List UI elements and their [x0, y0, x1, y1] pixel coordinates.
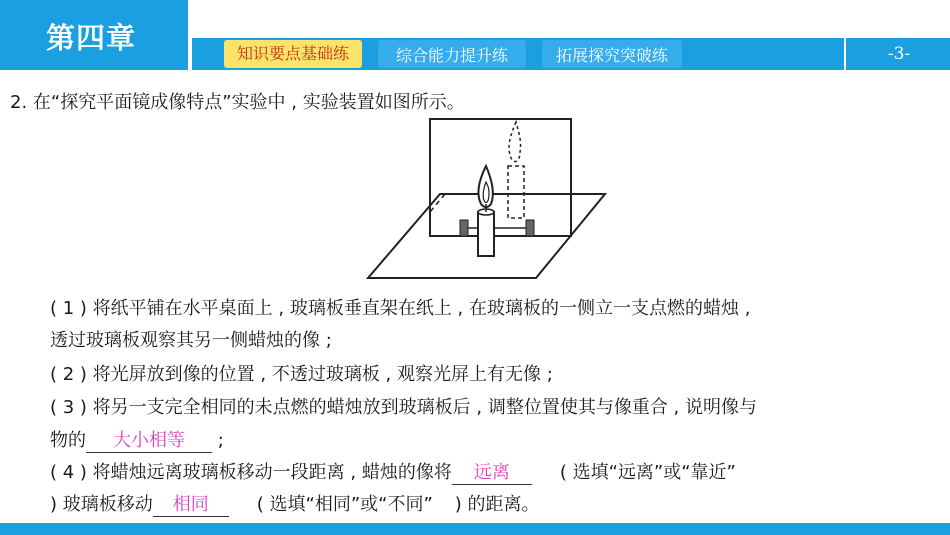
step4-answer2-blank: 相同: [153, 490, 229, 517]
question-intro: 2. 在“探究平面镜成像特点”实验中 , 实验装置如图所示。: [10, 92, 465, 113]
step3-answer-blank: 大小相等: [86, 426, 212, 453]
glass-plate: [430, 119, 571, 236]
step4-answer1-blank: 远离: [452, 458, 532, 485]
chapter-header: [0, 0, 188, 70]
step1-line2: 透过玻璃板观察其另一侧蜡烛的像 ;: [50, 330, 332, 351]
step4-line2-pre: ) 玻璃板移动: [50, 494, 153, 515]
step4-line1: [50, 458, 736, 485]
step4-hint2: ( 选填“相同”或“不同”: [256, 494, 433, 515]
step4-line2-post: ) 的距离。: [454, 494, 540, 515]
step3-pre: 物的: [50, 430, 86, 451]
chapter-title: 第四章: [46, 21, 137, 55]
image-flame: [509, 122, 521, 162]
candle-flame: [479, 166, 493, 207]
mirror-experiment-diagram: [360, 116, 610, 284]
real-candle: [478, 212, 494, 256]
step4-pre: ( 4 ) 将蜡烛远离玻璃板移动一段距离 , 蜡烛的像将: [50, 462, 452, 483]
step4-line2: [50, 490, 540, 517]
step3-post: ;: [212, 430, 224, 451]
step3-line1: ( 3 ) 将另一支完全相同的未点燃的蜡烛放到玻璃板后 , 调整位置使其与像重合 , 说明像与: [50, 397, 757, 418]
tab-ability-improve[interactable]: 综合能力提升练: [378, 40, 526, 68]
step3-line2: [50, 426, 224, 453]
bottom-bar: [0, 523, 950, 535]
step4-hint1: ( 选填“远离”或“靠近”: [559, 462, 736, 483]
tab-extended-explore[interactable]: 拓展探究突破练: [542, 40, 682, 68]
step1-line1: ( 1 ) 将纸平铺在水平桌面上 , 玻璃板垂直架在纸上 , 在玻璃板的一侧立一支点燃的蜡烛 ,: [50, 298, 751, 319]
nav-bar: [192, 38, 950, 70]
image-candle: [508, 166, 524, 218]
step2-text: ( 2 ) 将光屏放到像的位置 , 不透过玻璃板 , 观察光屏上有无像 ;: [50, 364, 553, 385]
page-number: -3-: [844, 38, 950, 70]
tab-basic-practice[interactable]: 知识要点基础练: [224, 40, 362, 68]
